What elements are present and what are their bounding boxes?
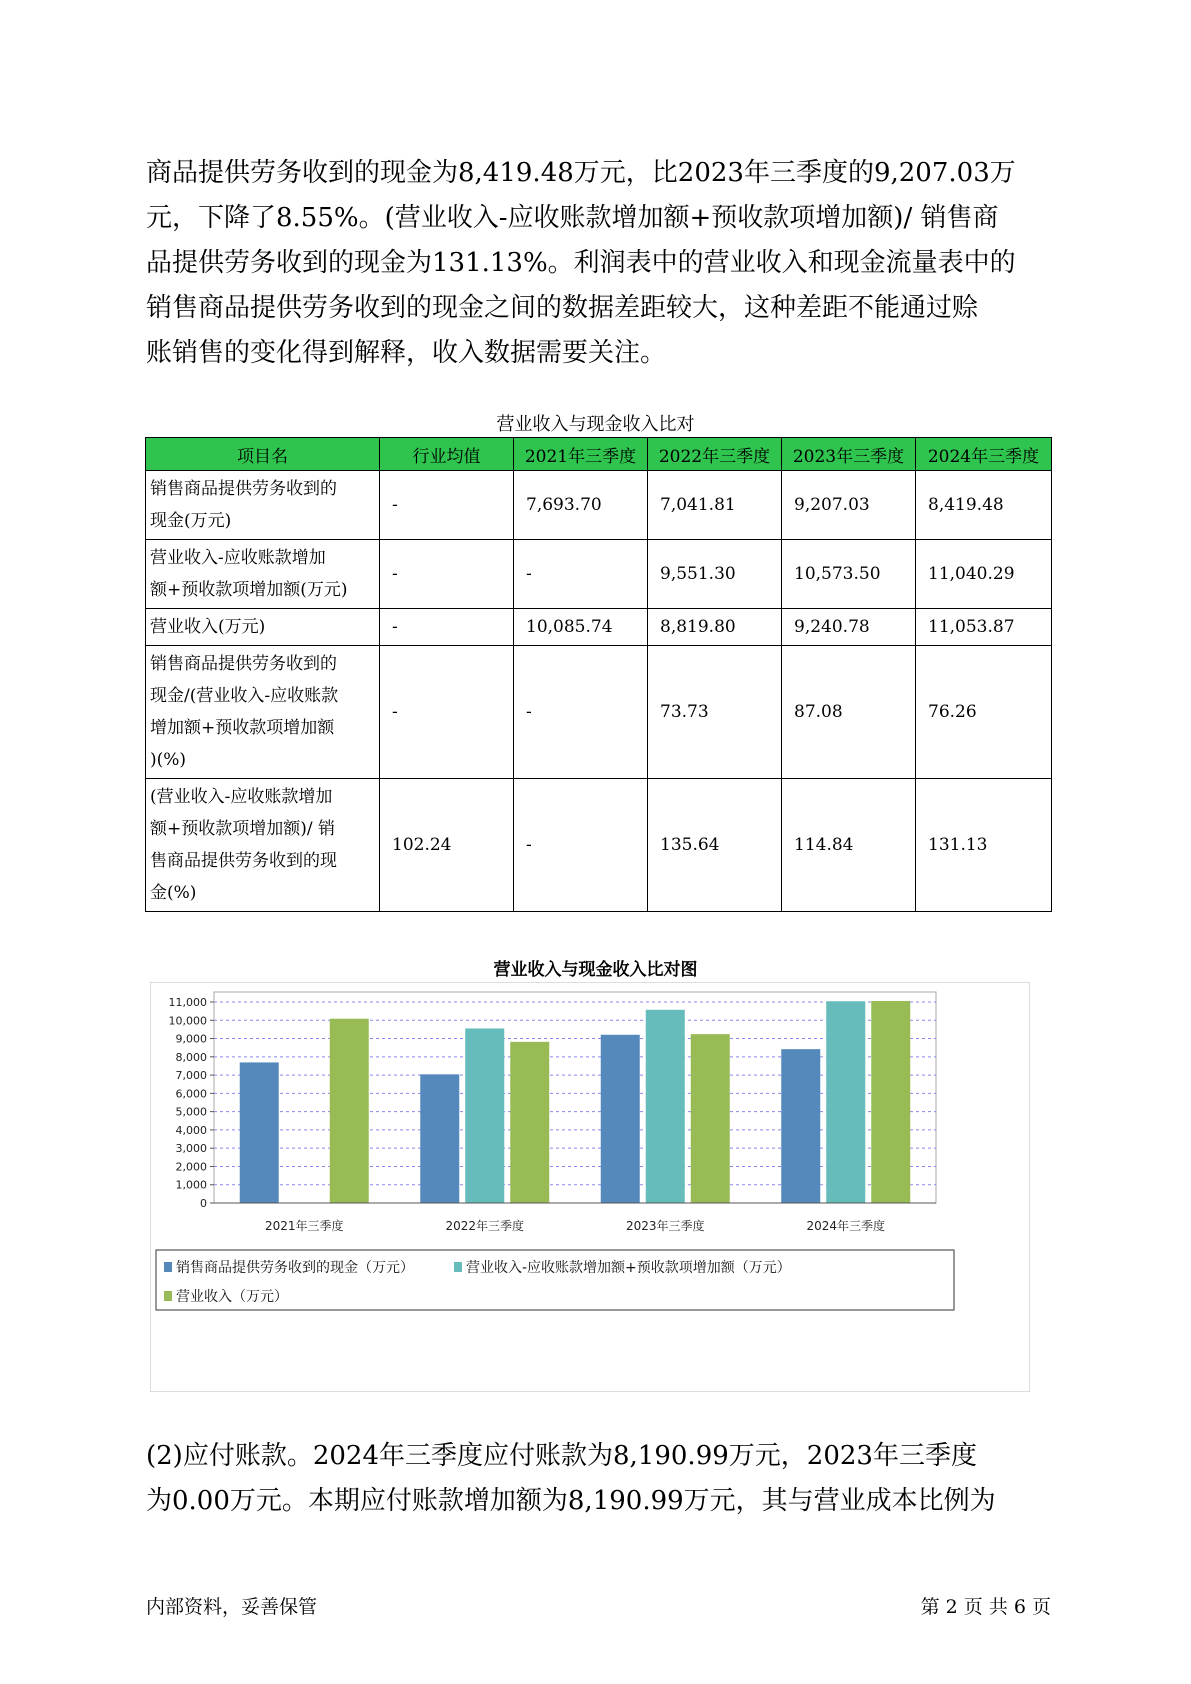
paragraph-revenue-analysis: [146, 151, 1046, 376]
cell: 131.13: [916, 779, 1052, 912]
cell: -: [380, 646, 514, 779]
chart-title: 营业收入与现金收入比对图: [493, 960, 698, 980]
bar: [240, 1062, 279, 1203]
row-label-line: )(%): [150, 750, 187, 770]
legend-label: 营业收入-应收账款增加额+预收款项增加额（万元）: [466, 1260, 791, 1276]
y-tick-label: 2,000: [175, 1160, 207, 1174]
cell: 87.08: [782, 646, 916, 779]
header-2024q3: 2024年三季度: [916, 438, 1052, 471]
cell: 73.73: [648, 646, 782, 779]
paragraph-line: 品提供劳务收到的现金为131.13%。利润表中的营业收入和现金流量表中的: [146, 248, 1016, 278]
y-tick-label: 3,000: [175, 1142, 207, 1156]
cell: -: [514, 646, 648, 779]
table-caption: 营业收入与现金收入比对: [496, 414, 695, 435]
row-label-line: 销售商品提供劳务收到的: [150, 654, 337, 674]
paragraph-line: 账销售的变化得到解释，收入数据需要关注。: [146, 338, 667, 368]
row-label: [146, 646, 380, 779]
header-2022q3: 2022年三季度: [648, 438, 782, 471]
bar: [510, 1042, 549, 1203]
cell: 7,041.81: [648, 471, 782, 540]
row-label-line: 额+预收款项增加额)/ 销: [150, 819, 336, 839]
cell: -: [514, 540, 648, 609]
y-tick-label: 6,000: [175, 1087, 207, 1101]
row-label: [146, 609, 380, 646]
row-label-line: 售商品提供劳务收到的现: [150, 851, 337, 871]
table-header-row: [146, 438, 1052, 471]
row-label-line: 金(%): [150, 883, 197, 903]
cell: 135.64: [648, 779, 782, 912]
cell: 10,085.74: [514, 609, 648, 646]
cell: 9,240.78: [782, 609, 916, 646]
bar: [420, 1074, 459, 1203]
row-label-line: 营业收入(万元): [150, 617, 266, 637]
y-tick-label: 0: [200, 1197, 207, 1210]
cell: -: [514, 779, 648, 912]
cell: -: [380, 609, 514, 646]
bar: [691, 1034, 730, 1203]
bar: [601, 1035, 640, 1203]
paragraph-line: 元，下降了8.55%。(营业收入-应收账款增加额+预收款项增加额)/ 销售商: [146, 203, 999, 233]
row-label: [146, 471, 380, 540]
table-row: [146, 540, 1052, 609]
cell: 11,053.87: [916, 609, 1052, 646]
paragraph-line: 商品提供劳务收到的现金为8,419.48万元，比2023年三季度的9,207.03万: [146, 158, 1016, 188]
paragraph-line: 为0.00万元。本期应付账款增加额为8,190.99万元，其与营业成本比例为: [146, 1486, 996, 1516]
legend-swatch: [164, 1262, 172, 1272]
cell: 8,419.48: [916, 471, 1052, 540]
cell: 102.24: [380, 779, 514, 912]
row-label-line: 现金(万元): [150, 511, 232, 531]
y-tick-label: 7,000: [175, 1069, 207, 1083]
row-label-line: 营业收入-应收账款增加: [150, 548, 326, 568]
table-row: [146, 646, 1052, 779]
legend-swatch: [454, 1262, 462, 1272]
x-tick-label: 2024年三季度: [806, 1219, 886, 1233]
footer-page-number: 第 2 页 共 6 页: [920, 1596, 1051, 1618]
row-label-line: 现金/(营业收入-应收账款: [150, 686, 339, 706]
table-row: [146, 609, 1052, 646]
x-tick-label: 2023年三季度: [625, 1219, 705, 1233]
bar: [646, 1010, 685, 1203]
y-tick-label: 10,000: [168, 1014, 207, 1028]
cell: 8,819.80: [648, 609, 782, 646]
header-item-name: 项目名: [146, 438, 380, 471]
y-tick-label: 9,000: [175, 1032, 207, 1046]
bar: [330, 1019, 369, 1203]
paragraph-accounts-payable: [146, 1434, 1046, 1524]
x-tick-label: 2022年三季度: [445, 1219, 525, 1233]
row-label-line: 增加额+预收款项增加额: [150, 718, 335, 738]
row-label-line: (营业收入-应收账款增加: [150, 787, 333, 807]
footer-confidential: 内部资料，妥善保管: [146, 1596, 318, 1618]
cell: 7,693.70: [514, 471, 648, 540]
cell: 11,040.29: [916, 540, 1052, 609]
y-tick-label: 4,000: [175, 1123, 207, 1137]
bar: [781, 1049, 820, 1203]
cell: 114.84: [782, 779, 916, 912]
y-tick-label: 8,000: [175, 1050, 207, 1064]
cell: 9,551.30: [648, 540, 782, 609]
y-tick-label: 1,000: [175, 1178, 207, 1192]
x-tick-label: 2021年三季度: [264, 1219, 344, 1233]
table-row: [146, 779, 1052, 912]
bar-chart: [150, 982, 1030, 1392]
header-2023q3: 2023年三季度: [782, 438, 916, 471]
bar: [465, 1028, 504, 1203]
paragraph-line: 销售商品提供劳务收到的现金之间的数据差距较大，这种差距不能通过赊: [146, 293, 979, 323]
legend-swatch: [164, 1291, 172, 1301]
row-label: [146, 779, 380, 912]
revenue-cash-table: [145, 437, 1052, 912]
header-industry-avg: 行业均值: [380, 438, 514, 471]
bar: [826, 1001, 865, 1203]
cell: -: [380, 471, 514, 540]
legend-label: 销售商品提供劳务收到的现金（万元）: [176, 1260, 414, 1276]
y-tick-label: 11,000: [168, 996, 207, 1009]
bar: [871, 1001, 910, 1203]
cell: 9,207.03: [782, 471, 916, 540]
legend-label: 营业收入（万元）: [176, 1289, 288, 1305]
cell: -: [380, 540, 514, 609]
table-row: [146, 471, 1052, 540]
header-2021q3: 2021年三季度: [514, 438, 648, 471]
y-tick-label: 5,000: [175, 1105, 207, 1119]
cell: 10,573.50: [782, 540, 916, 609]
row-label-line: 销售商品提供劳务收到的: [150, 479, 337, 499]
row-label: [146, 540, 380, 609]
legend: [156, 1250, 954, 1310]
cell: 76.26: [916, 646, 1052, 779]
row-label-line: 额+预收款项增加额(万元): [150, 580, 348, 600]
paragraph-line: (2)应付账款。2024年三季度应付账款为8,190.99万元，2023年三季度: [146, 1441, 977, 1471]
